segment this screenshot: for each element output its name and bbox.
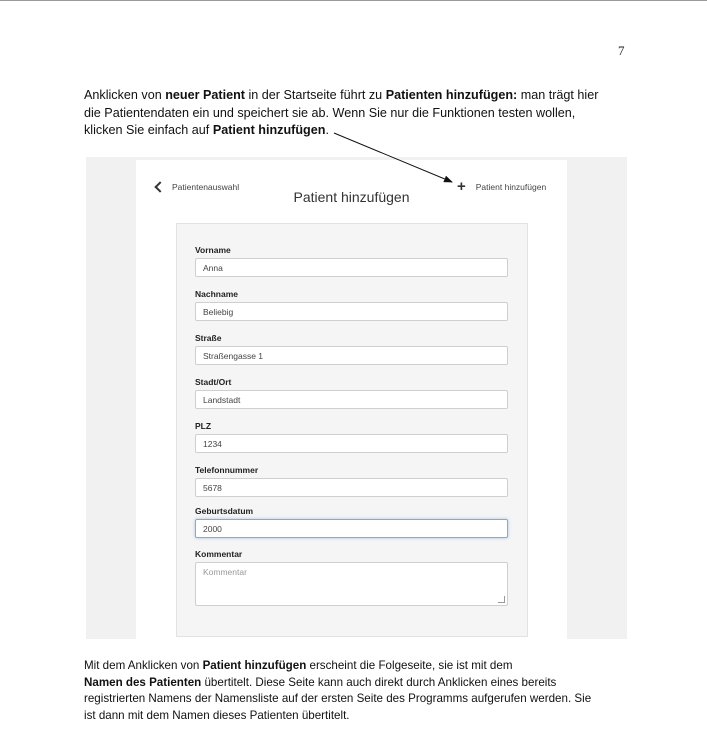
back-label: Patientenauswahl bbox=[172, 182, 240, 192]
field-vorname bbox=[195, 244, 508, 277]
field-strasse bbox=[195, 332, 508, 365]
outro-paragraph bbox=[84, 658, 629, 724]
telefonnummer-input[interactable]: 5678 bbox=[195, 478, 508, 497]
intro-line-1 bbox=[84, 87, 629, 105]
stadt-ort-input[interactable]: Landstadt bbox=[195, 390, 508, 409]
field-nachname bbox=[195, 288, 508, 321]
intro-text: Anklicken von bbox=[84, 88, 166, 102]
resize-handle-icon[interactable] bbox=[498, 596, 505, 603]
intro-line-3 bbox=[84, 122, 629, 140]
field-label: Telefonnummer bbox=[195, 465, 259, 475]
add-patient-label: Patient hinzufügen bbox=[475, 182, 547, 192]
intro-text: klicken Sie einfach auf bbox=[84, 123, 213, 137]
kommentar-placeholder: Kommentar bbox=[203, 567, 247, 577]
page-number: 7 bbox=[618, 43, 625, 58]
intro-text: man trägt hier bbox=[517, 88, 599, 102]
outro-line-3: registrierten Namens der Namensliste auf der ersten Seite des Programms aufgerufen werden. Sie bbox=[84, 692, 592, 705]
outro-line-2 bbox=[84, 675, 629, 692]
app-card bbox=[136, 160, 567, 639]
intro-paragraph bbox=[84, 87, 629, 140]
top-rule bbox=[0, 0, 707, 1]
intro-bold-new-patient: neuer Patient bbox=[165, 88, 245, 102]
outro-bold-add-patient: Patient hinzufügen bbox=[202, 659, 307, 672]
intro-text: in der Startseite führt zu bbox=[244, 88, 386, 102]
field-label: Stadt/Ort bbox=[195, 377, 232, 387]
field-kommentar bbox=[195, 548, 508, 606]
field-stadt-ort bbox=[195, 376, 508, 409]
intro-text: . bbox=[325, 123, 329, 137]
outro-line-1 bbox=[84, 658, 629, 675]
page-title: Patient hinzufügen bbox=[293, 189, 410, 205]
field-label: Geburtsdatum bbox=[195, 506, 254, 516]
field-telefonnummer bbox=[195, 464, 508, 497]
field-label: PLZ bbox=[195, 421, 212, 431]
app-screenshot bbox=[86, 157, 627, 639]
field-label: Straße bbox=[195, 333, 222, 343]
outro-text: erscheint die Folgeseite, sie ist mit dem bbox=[306, 659, 513, 672]
plz-input[interactable]: 1234 bbox=[195, 434, 508, 453]
patient-form bbox=[176, 223, 528, 637]
outro-line-4: ist dann mit dem Namen dieses Patienten übertitelt. bbox=[84, 708, 350, 722]
outro-text: Mit dem Anklicken von bbox=[84, 659, 203, 672]
nachname-input[interactable]: Beliebig bbox=[195, 302, 508, 321]
intro-bold-add-patients: Patienten hinzufügen: bbox=[385, 88, 518, 102]
kommentar-textarea[interactable] bbox=[195, 562, 508, 606]
field-label: Nachname bbox=[195, 289, 238, 299]
intro-bold-add-patient: Patient hinzufügen bbox=[212, 123, 326, 137]
field-geburtsdatum bbox=[195, 505, 508, 538]
outro-text: übertitelt. Diese Seite kann auch direkt durch Anklicken eines bereits bbox=[201, 675, 557, 689]
geburtsdatum-input[interactable]: 2000 bbox=[195, 519, 508, 538]
intro-line-2: die Patientendaten ein und speichert sie ab. Wenn Sie nur die Funktionen testen wollen, bbox=[84, 105, 576, 120]
field-label: Kommentar bbox=[195, 549, 243, 559]
strasse-input[interactable]: Straßengasse 1 bbox=[195, 346, 508, 365]
add-patient-button[interactable] bbox=[457, 180, 546, 194]
vorname-input[interactable]: Anna bbox=[195, 258, 508, 277]
outro-bold-patient-name: Namen des Patienten bbox=[84, 675, 202, 689]
plus-icon: + bbox=[457, 178, 466, 195]
field-plz bbox=[195, 420, 508, 453]
field-label: Vorname bbox=[195, 245, 231, 255]
